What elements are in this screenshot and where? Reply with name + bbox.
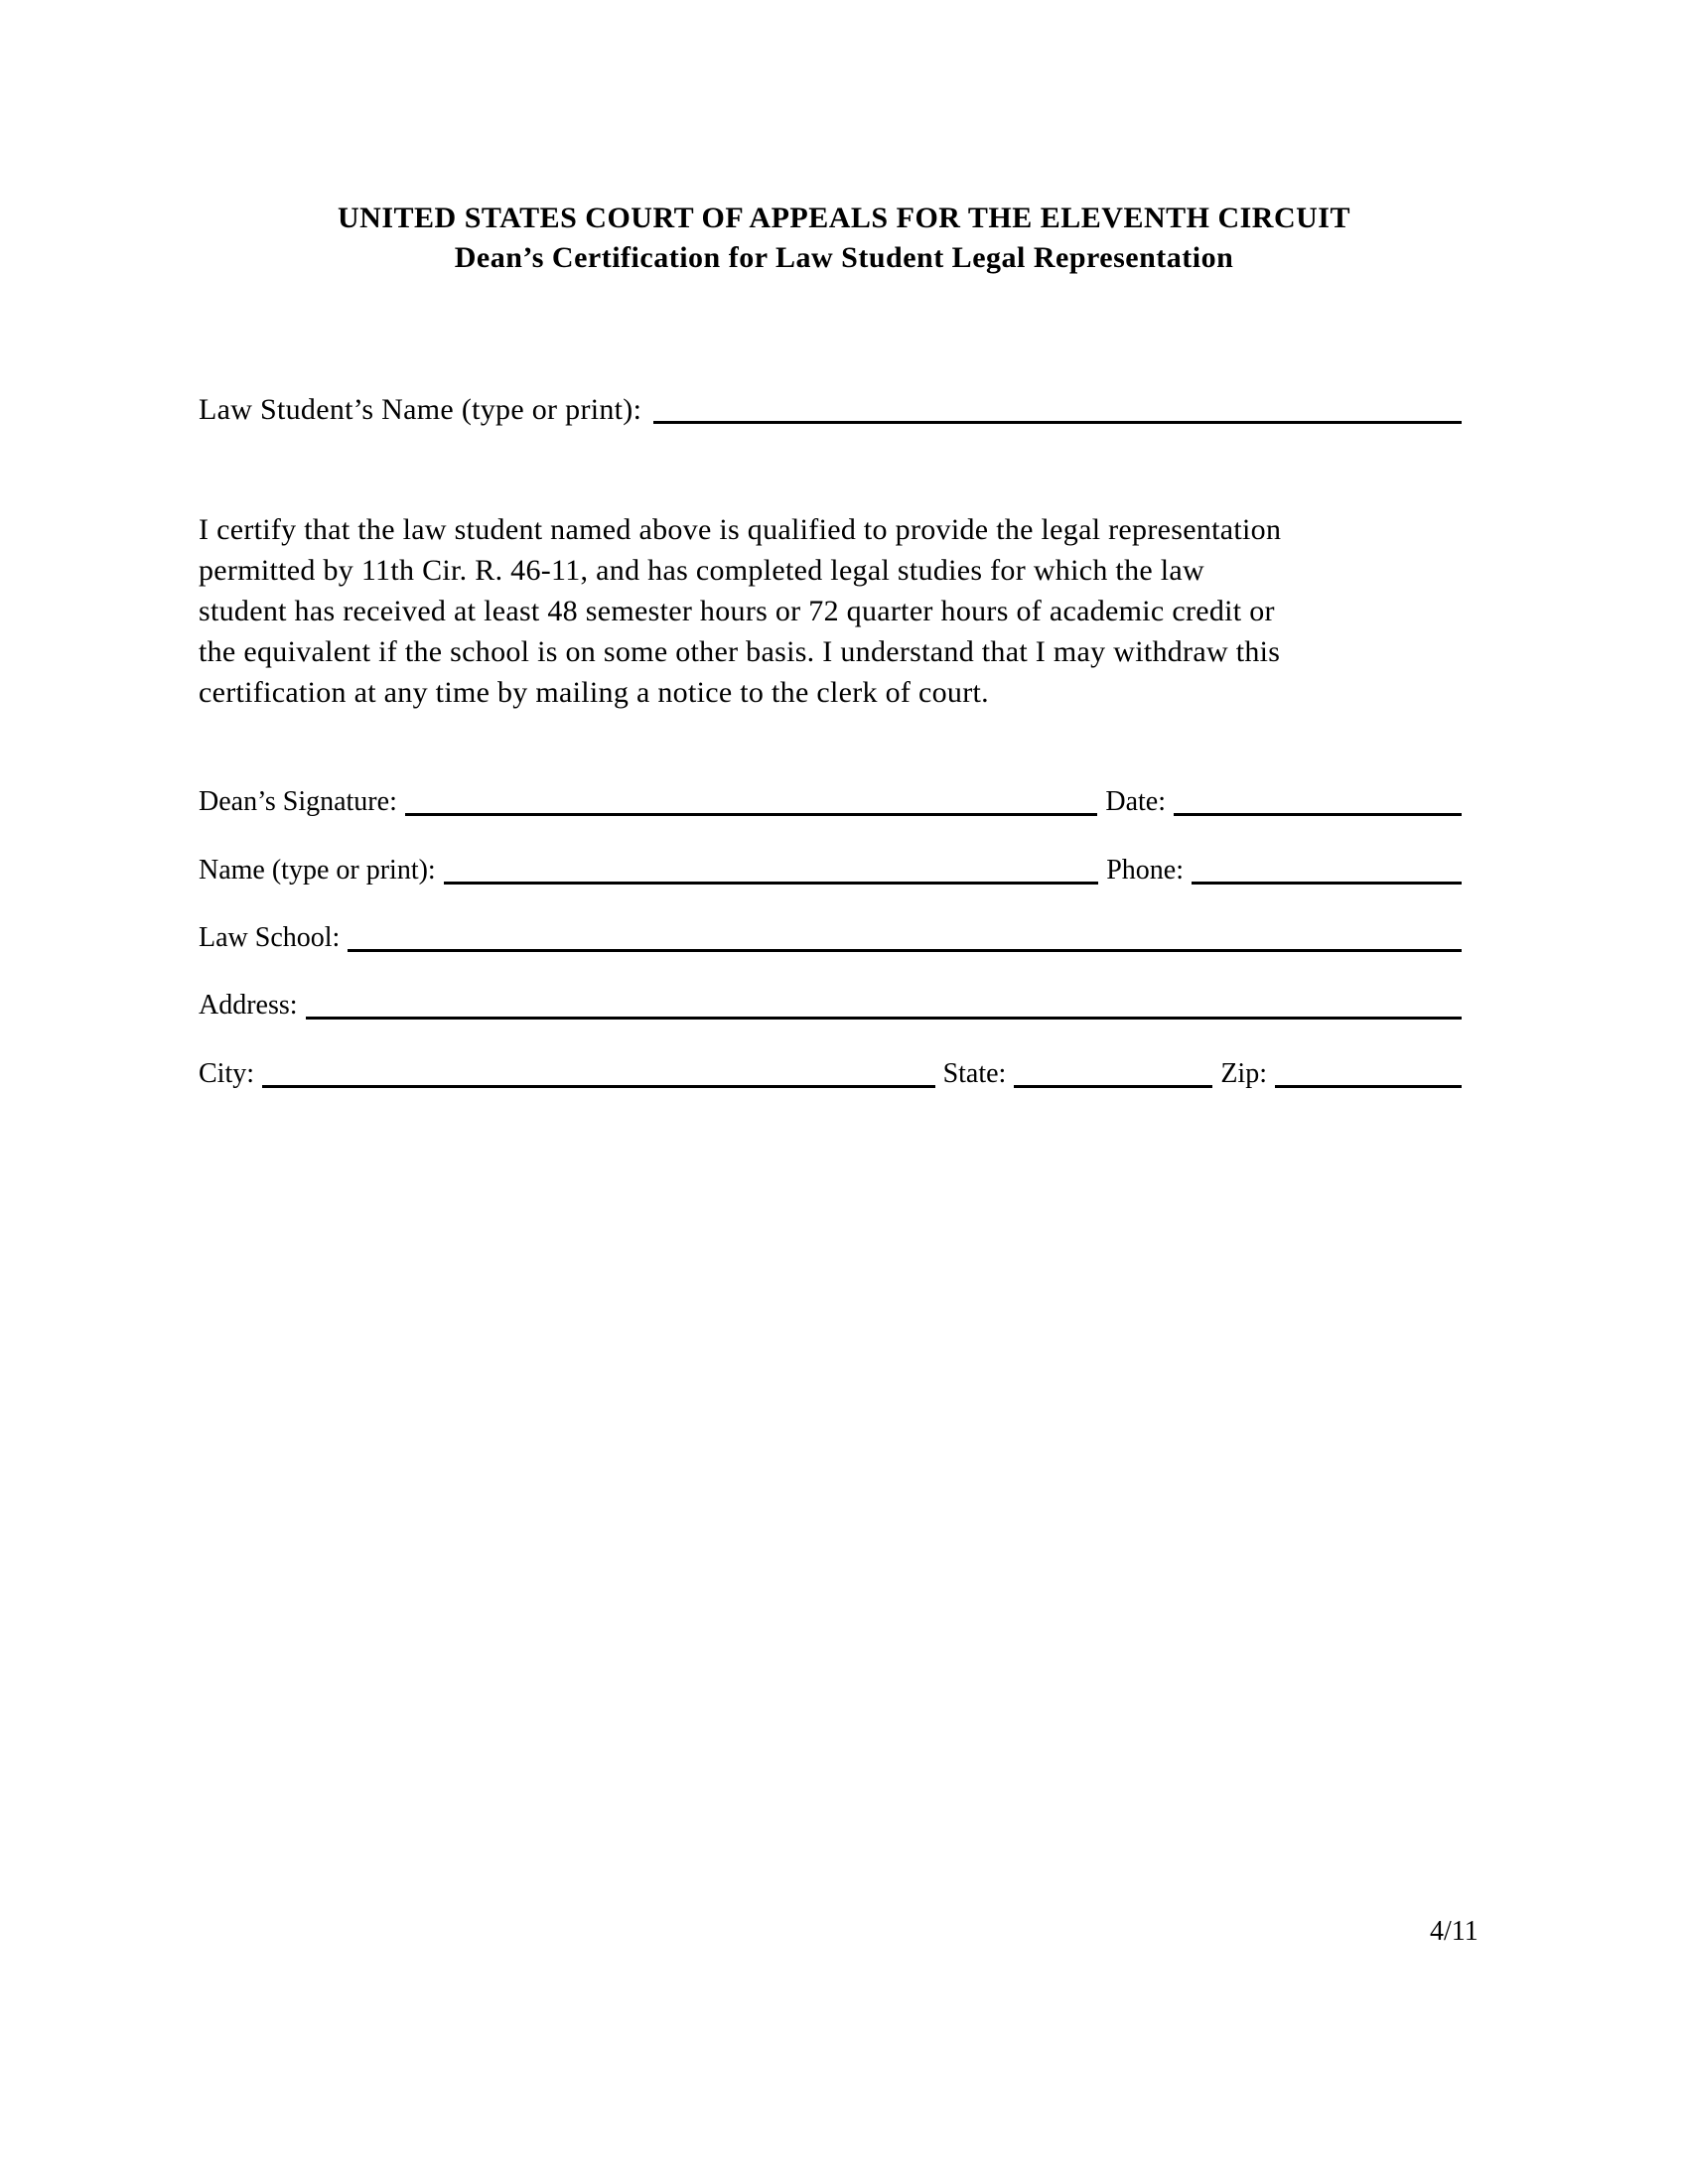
student-name-row (199, 390, 1462, 430)
law-school-label: Law School: (199, 922, 341, 953)
certification-paragraph (199, 509, 1479, 713)
city-field[interactable] (262, 1059, 935, 1088)
law-school-field[interactable] (348, 923, 1462, 952)
city-label: City: (199, 1058, 255, 1089)
form-revision-code: 4/11 (1430, 1916, 1478, 1947)
state-label: State: (942, 1058, 1007, 1089)
city-state-zip-row (199, 1056, 1462, 1092)
signature-row (199, 784, 1462, 820)
address-row (199, 988, 1462, 1024)
court-title: UNITED STATES COURT OF APPEALS FOR THE ELEVENTH CIRCUIT (338, 202, 1350, 234)
name-label: Name (type or print): (199, 855, 436, 886)
certification-line: student has received at least 48 semester hours or 72 quarter hours of academic credit or (199, 595, 1275, 627)
deans-signature-label: Dean’s Signature: (199, 786, 397, 817)
address-field[interactable] (306, 991, 1462, 1020)
certification-line: I certify that the law student named above is qualified to provide the legal representation (199, 513, 1282, 546)
certification-line: permitted by 11th Cir. R. 46-11, and has completed legal studies for which the law (199, 554, 1205, 587)
document-header (0, 199, 1688, 278)
deans-signature-field[interactable] (405, 787, 1098, 816)
certification-line: certification at any time by mailing a notice to the clerk of court. (199, 676, 989, 709)
zip-label: Zip: (1220, 1058, 1267, 1089)
law-school-row (199, 920, 1462, 956)
state-field[interactable] (1014, 1059, 1212, 1088)
student-name-label: Law Student’s Name (type or print): (199, 393, 642, 426)
phone-label: Phone: (1106, 855, 1184, 886)
date-label: Date: (1105, 786, 1166, 817)
date-field[interactable] (1174, 787, 1462, 816)
student-name-field[interactable] (653, 391, 1462, 424)
form-title: Dean’s Certification for Law Student Legal Representation (454, 241, 1234, 274)
address-label: Address: (199, 990, 298, 1021)
certification-line: the equivalent if the school is on some other basis. I understand that I may withdraw this (199, 635, 1281, 668)
name-field[interactable] (444, 856, 1099, 885)
zip-field[interactable] (1275, 1059, 1462, 1088)
phone-field[interactable] (1192, 856, 1462, 885)
name-row (199, 853, 1462, 888)
